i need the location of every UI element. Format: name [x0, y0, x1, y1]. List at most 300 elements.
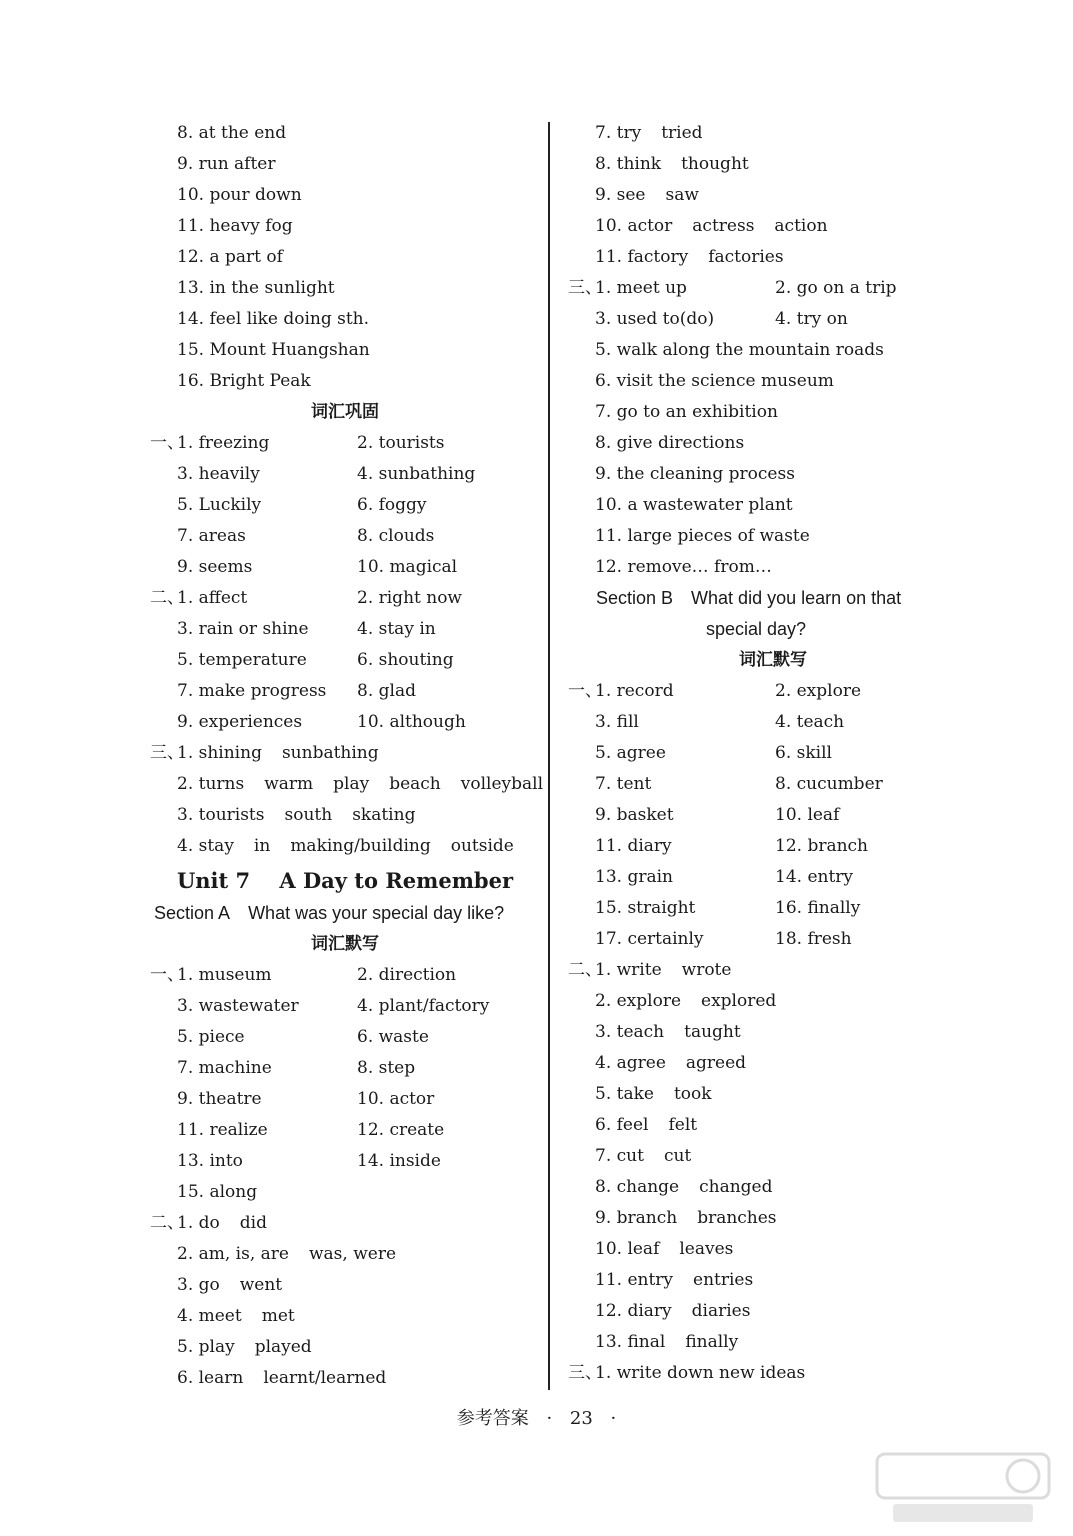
section-title: What was your special day like? [248, 903, 505, 923]
answer-word: 14. feel like doing sth. [177, 309, 370, 329]
answer-word: finally [685, 1332, 739, 1352]
answer-word: 10. leaf [775, 805, 840, 825]
answer-word: 2. go on a trip [775, 278, 897, 298]
answer-line [150, 1208, 540, 1239]
answer-word: 4. meet [177, 1306, 242, 1326]
answer-line [150, 273, 540, 304]
answer-word: 3. fill [595, 712, 639, 732]
answer-word: went [239, 1275, 283, 1295]
answer-word: 10. pour down [177, 185, 302, 205]
answer-word: 8. change [595, 1177, 680, 1197]
answer-cell-first [177, 1270, 302, 1301]
answer-line [150, 335, 540, 366]
answer-line [568, 1079, 978, 1110]
answer-word: 7. try [595, 123, 642, 143]
answer-cell-first [595, 1017, 761, 1048]
answer-word: leaves [679, 1239, 734, 1259]
answer-line [568, 1110, 978, 1141]
answer-word: 4. agree [595, 1053, 666, 1073]
answer-word: 4. stay in [357, 619, 436, 639]
answer-word: 3. go [177, 1275, 220, 1295]
subsection-heading: 词汇默写 [739, 650, 807, 670]
answer-word: 2. explore [775, 681, 862, 701]
answer-line [568, 552, 978, 583]
answer-cell-second [775, 924, 872, 955]
answer-word: 10. magical [357, 557, 458, 577]
answer-line [568, 1327, 978, 1358]
answer-cell-first [177, 180, 322, 211]
answer-line [568, 707, 978, 738]
answer-word: 13. into [177, 1151, 243, 1171]
answer-cell-first [595, 738, 686, 769]
answer-line [150, 242, 540, 273]
answer-word: 12. create [357, 1120, 445, 1140]
answer-word: 3. heavily [177, 464, 260, 484]
answer-line [150, 738, 540, 769]
answer-cell-first [595, 1110, 717, 1141]
answer-word: 11. diary [595, 836, 672, 856]
answer-cell-first [595, 552, 792, 583]
answer-word: 2. direction [357, 965, 457, 985]
answer-word: did [239, 1213, 267, 1233]
answer-cell-second [357, 490, 447, 521]
answer-word: 5. Luckily [177, 495, 262, 515]
section-numeral: 三、 [568, 278, 602, 298]
answer-cell-first [177, 1177, 277, 1208]
answer-word: 6. learn [177, 1368, 244, 1388]
answer-word: 6. waste [357, 1027, 429, 1047]
page-number: 23 [569, 1408, 593, 1429]
answer-cell-first [595, 1203, 797, 1234]
answer-cell-first [595, 1234, 753, 1265]
answer-word: 17. certainly [595, 929, 704, 949]
answer-word: 11. entry [595, 1270, 674, 1290]
answer-word: skating [352, 805, 416, 825]
answer-cell-first [595, 428, 764, 459]
answer-line [568, 1265, 978, 1296]
answer-cell-first [177, 149, 296, 180]
answer-word: 9. branch [595, 1208, 678, 1228]
answer-word: 1. do [177, 1213, 220, 1233]
answer-cell-second [775, 862, 873, 893]
answer-word: entries [693, 1270, 754, 1290]
answer-word: thought [681, 154, 749, 174]
answer-word: 10. a wastewater plant [595, 495, 793, 515]
answer-cell-first [595, 862, 693, 893]
answer-word: 4. teach [775, 712, 845, 732]
answer-line [568, 1234, 978, 1265]
answer-cell-first [177, 1115, 288, 1146]
answer-word: volleyball [460, 774, 544, 794]
answer-word: 15. along [177, 1182, 258, 1202]
answer-cell-first [595, 1079, 732, 1110]
answer-line [150, 552, 540, 583]
answer-word: 7. cut [595, 1146, 644, 1166]
answer-cell-first [177, 1301, 315, 1332]
answer-cell-second [357, 1115, 464, 1146]
answer-line [150, 960, 540, 991]
answer-word: tried [661, 123, 703, 143]
answer-word: 9. basket [595, 805, 674, 825]
answer-word: in [253, 836, 271, 856]
answer-cell-first [177, 1239, 416, 1270]
answer-word: warm [264, 774, 314, 794]
answer-word: diaries [691, 1301, 751, 1321]
answer-word: 7. areas [177, 526, 246, 546]
answer-line [568, 428, 978, 459]
answer-word: play [333, 774, 370, 794]
answer-word: saw [665, 185, 699, 205]
answer-line [150, 1022, 540, 1053]
answer-word: 11. heavy fog [177, 216, 293, 236]
answer-word: 9. seems [177, 557, 253, 577]
answer-cell-first [177, 1332, 332, 1363]
answer-word: 9. see [595, 185, 646, 205]
answer-line [150, 1363, 540, 1394]
answer-cell-first [595, 335, 904, 366]
answer-line [568, 149, 978, 180]
answer-cell-second [357, 707, 486, 738]
answer-word: 9. run after [177, 154, 276, 174]
answer-word: 6. visit the science museum [595, 371, 834, 391]
answer-word: 11. factory [595, 247, 689, 267]
answer-line [150, 211, 540, 242]
answer-word: 5. agree [595, 743, 666, 763]
answer-cell-second [775, 676, 881, 707]
answer-line [150, 831, 540, 862]
answer-cell-first [595, 304, 734, 335]
answer-word: 18. fresh [775, 929, 852, 949]
answer-cell-first [177, 1146, 263, 1177]
answer-word: 12. branch [775, 836, 869, 856]
answer-line [568, 1172, 978, 1203]
answer-cell-first [177, 1084, 282, 1115]
answer-line [150, 521, 540, 552]
answer-word: 6. shouting [357, 650, 454, 670]
answer-line [150, 180, 540, 211]
answer-line [568, 242, 978, 273]
subsection-heading: 词汇默写 [311, 934, 379, 954]
answer-line [568, 1358, 978, 1389]
answer-cell-first [177, 676, 346, 707]
answer-word: 12. diary [595, 1301, 672, 1321]
answer-cell-first [177, 1053, 292, 1084]
section-numeral: 二、 [150, 588, 184, 608]
answer-word: 3. wastewater [177, 996, 299, 1016]
answer-word: 1. meet up [595, 278, 687, 298]
answer-word: 8. at the end [177, 123, 287, 143]
section-heading [150, 898, 540, 929]
answer-word: 5. piece [177, 1027, 245, 1047]
answer-line [568, 1017, 978, 1048]
answer-line [568, 180, 978, 211]
answer-cell-first [595, 366, 854, 397]
answer-word: making/building [290, 836, 431, 856]
answer-cell-second [357, 1022, 449, 1053]
answer-line [568, 304, 978, 335]
answer-cell-first [595, 1327, 758, 1358]
answer-cell-second [357, 428, 464, 459]
answer-line [150, 1332, 540, 1363]
answer-word: factories [708, 247, 784, 267]
answer-word: was, were [308, 1244, 397, 1264]
answer-word: 5. walk along the mountain roads [595, 340, 884, 360]
answer-line [568, 1296, 978, 1327]
answer-cell-first [177, 1022, 265, 1053]
answer-line [568, 273, 978, 304]
watermark-logo-icon [873, 1448, 1053, 1528]
answer-word: 1. write down new ideas [595, 1363, 806, 1383]
answer-word: 6. foggy [357, 495, 427, 515]
answer-line [150, 149, 540, 180]
answer-cell-first [595, 800, 694, 831]
answer-cell-first [177, 552, 272, 583]
answer-word: 11. realize [177, 1120, 268, 1140]
answer-cell-first [595, 118, 723, 149]
answer-cell-second [357, 583, 482, 614]
answer-word: 5. play [177, 1337, 235, 1357]
answer-cell-second [775, 893, 880, 924]
answer-line [150, 583, 540, 614]
answer-word: 1. shining [177, 743, 262, 763]
answer-word: 10. leaf [595, 1239, 660, 1259]
answer-line [568, 459, 978, 490]
answer-word: 8. clouds [357, 526, 435, 546]
answer-line [150, 614, 540, 645]
answer-word: 4. plant/factory [357, 996, 490, 1016]
answer-cell-first [177, 991, 319, 1022]
answer-word: 10. actor [595, 216, 673, 236]
answer-word: 1. write [595, 960, 662, 980]
answer-cell-first [595, 149, 769, 180]
answer-word: cut [663, 1146, 692, 1166]
answer-word: 12. a part of [177, 247, 283, 267]
answer-word: 2. explore [595, 991, 682, 1011]
left-column [150, 118, 544, 1394]
section-title-continued: special day? [706, 619, 807, 639]
answer-cell-second [357, 991, 509, 1022]
answer-word: 8. step [357, 1058, 416, 1078]
answer-line [150, 1301, 540, 1332]
answer-word: 5. temperature [177, 650, 307, 670]
answer-word: met [261, 1306, 295, 1326]
answer-cell-first [177, 490, 281, 521]
section-label: Section B [596, 588, 674, 608]
answer-cell-second [357, 521, 454, 552]
footer-dot-right: · [610, 1408, 617, 1429]
answer-cell-first [595, 986, 796, 1017]
answer-cell-second [357, 1084, 454, 1115]
answer-line [150, 428, 540, 459]
answer-line [150, 459, 540, 490]
answer-line [568, 862, 978, 893]
answer-word: 3. tourists [177, 805, 265, 825]
section-numeral: 一、 [150, 965, 184, 985]
answer-line [150, 1053, 540, 1084]
answer-line [150, 1115, 540, 1146]
column-divider [548, 122, 550, 1390]
answer-line [568, 676, 978, 707]
answer-word: 13. final [595, 1332, 666, 1352]
answer-word: took [673, 1084, 712, 1104]
answer-word: 7. machine [177, 1058, 272, 1078]
answer-cell-second [357, 960, 476, 991]
answer-cell-second [357, 1146, 461, 1177]
answer-cell-second [357, 552, 477, 583]
answer-cell-first [177, 521, 266, 552]
answer-line [150, 118, 540, 149]
answer-word: 8. glad [357, 681, 416, 701]
answer-word: south [284, 805, 333, 825]
answer-cell-first [177, 459, 280, 490]
answer-line [150, 1270, 540, 1301]
answer-cell-first [595, 1296, 770, 1327]
answer-cell-first [177, 242, 303, 273]
answer-word: 4. stay [177, 836, 234, 856]
answer-cell-second [775, 707, 864, 738]
answer-line [568, 1203, 978, 1234]
answer-line [150, 645, 540, 676]
answer-cell-first [177, 1363, 406, 1394]
answer-cell-first [177, 800, 435, 831]
answer-cell-first [595, 1265, 773, 1296]
answer-line [568, 521, 978, 552]
answer-cell-first [595, 707, 659, 738]
answer-cell-first [177, 211, 313, 242]
answer-word: 14. inside [357, 1151, 441, 1171]
answer-word: 1. freezing [177, 433, 270, 453]
answer-line [568, 955, 978, 986]
answer-word: taught [684, 1022, 741, 1042]
answer-line [150, 1146, 540, 1177]
answer-cell-first [177, 1208, 287, 1239]
answer-word: 4. try on [775, 309, 848, 329]
answer-word: 10. although [357, 712, 466, 732]
section-numeral: 三、 [150, 743, 184, 763]
answer-word: 14. entry [775, 867, 854, 887]
answer-line [568, 738, 978, 769]
answer-cell-first [595, 676, 694, 707]
answer-cell-second [357, 614, 456, 645]
answer-word: 2. am, is, are [177, 1244, 289, 1264]
answer-cell-first [595, 893, 715, 924]
answer-line [150, 1239, 540, 1270]
answer-cell-first [595, 1172, 793, 1203]
answer-line [150, 1084, 540, 1115]
answer-line [568, 831, 978, 862]
answer-line [568, 986, 978, 1017]
answer-cell-first [595, 459, 815, 490]
page-footer [0, 1404, 1073, 1430]
answer-word: 6. skill [775, 743, 832, 763]
answer-word: 15. Mount Huangshan [177, 340, 370, 360]
answer-word: branches [697, 1208, 777, 1228]
answer-word: 12. remove… from… [595, 557, 772, 577]
answer-word: agreed [685, 1053, 747, 1073]
answer-cell-first [595, 211, 848, 242]
answer-cell-first [177, 831, 534, 862]
answer-line [568, 1048, 978, 1079]
answer-cell-first [177, 273, 355, 304]
answer-word: 3. used to(do) [595, 309, 715, 329]
answer-word: 2. turns [177, 774, 245, 794]
answer-cell-first [595, 769, 671, 800]
answer-cell-first [595, 831, 692, 862]
answer-cell-first [177, 335, 390, 366]
answer-word: outside [450, 836, 514, 856]
answer-cell-first [177, 304, 389, 335]
answer-cell-first [177, 645, 327, 676]
answer-word: explored [701, 991, 777, 1011]
answer-line [568, 118, 978, 149]
answer-cell-first [595, 273, 707, 304]
answer-line [568, 1141, 978, 1172]
answer-word: learnt/learned [263, 1368, 387, 1388]
answer-line [568, 490, 978, 521]
answer-cell-second [357, 1053, 435, 1084]
answer-word: 1. affect [177, 588, 248, 608]
section-numeral: 三、 [568, 1363, 602, 1383]
answer-cell-first [177, 583, 267, 614]
answer-word: changed [699, 1177, 773, 1197]
answer-word: wrote [681, 960, 732, 980]
answer-cell-second [775, 800, 859, 831]
answer-word: 6. feel [595, 1115, 649, 1135]
unit-title: Unit 7 A Day to Remember [176, 868, 514, 893]
answer-word: actress [692, 216, 755, 236]
answer-cell-first [177, 614, 329, 645]
answer-word: 7. tent [595, 774, 652, 794]
answer-word: 3. teach [595, 1022, 665, 1042]
answer-cell-first [595, 521, 830, 552]
answer-cell-first [177, 366, 331, 397]
answer-cell-first [595, 490, 813, 521]
right-column [568, 118, 978, 1389]
answer-line [150, 304, 540, 335]
answer-word: action [774, 216, 828, 236]
answer-word: 9. theatre [177, 1089, 262, 1109]
answer-cell-second [775, 831, 888, 862]
answer-word: 16. finally [775, 898, 861, 918]
answer-line [150, 991, 540, 1022]
answer-word: 5. take [595, 1084, 654, 1104]
answer-line [568, 397, 978, 428]
answer-line [568, 893, 978, 924]
answer-cell-first [595, 397, 798, 428]
answer-word: 1. record [595, 681, 674, 701]
section-numeral: 二、 [568, 960, 602, 980]
answer-word: played [254, 1337, 312, 1357]
answer-cell-first [177, 118, 306, 149]
answer-cell-first [595, 180, 719, 211]
answer-cell-first [595, 242, 804, 273]
section-numeral: 一、 [568, 681, 602, 701]
answer-line [568, 211, 978, 242]
answer-word: felt [668, 1115, 698, 1135]
answer-cell-first [177, 769, 563, 800]
answer-word: 8. cucumber [775, 774, 883, 794]
answer-cell-second [775, 769, 903, 800]
answer-word: 7. go to an exhibition [595, 402, 778, 422]
answer-word: 15. straight [595, 898, 696, 918]
answer-cell-first [595, 924, 724, 955]
answer-line [150, 769, 544, 800]
answer-word: 13. in the sunlight [177, 278, 335, 298]
answer-word: 1. museum [177, 965, 272, 985]
subsection-heading: 词汇巩固 [311, 402, 379, 422]
section-heading [568, 583, 978, 614]
answer-word: 7. make progress [177, 681, 327, 701]
